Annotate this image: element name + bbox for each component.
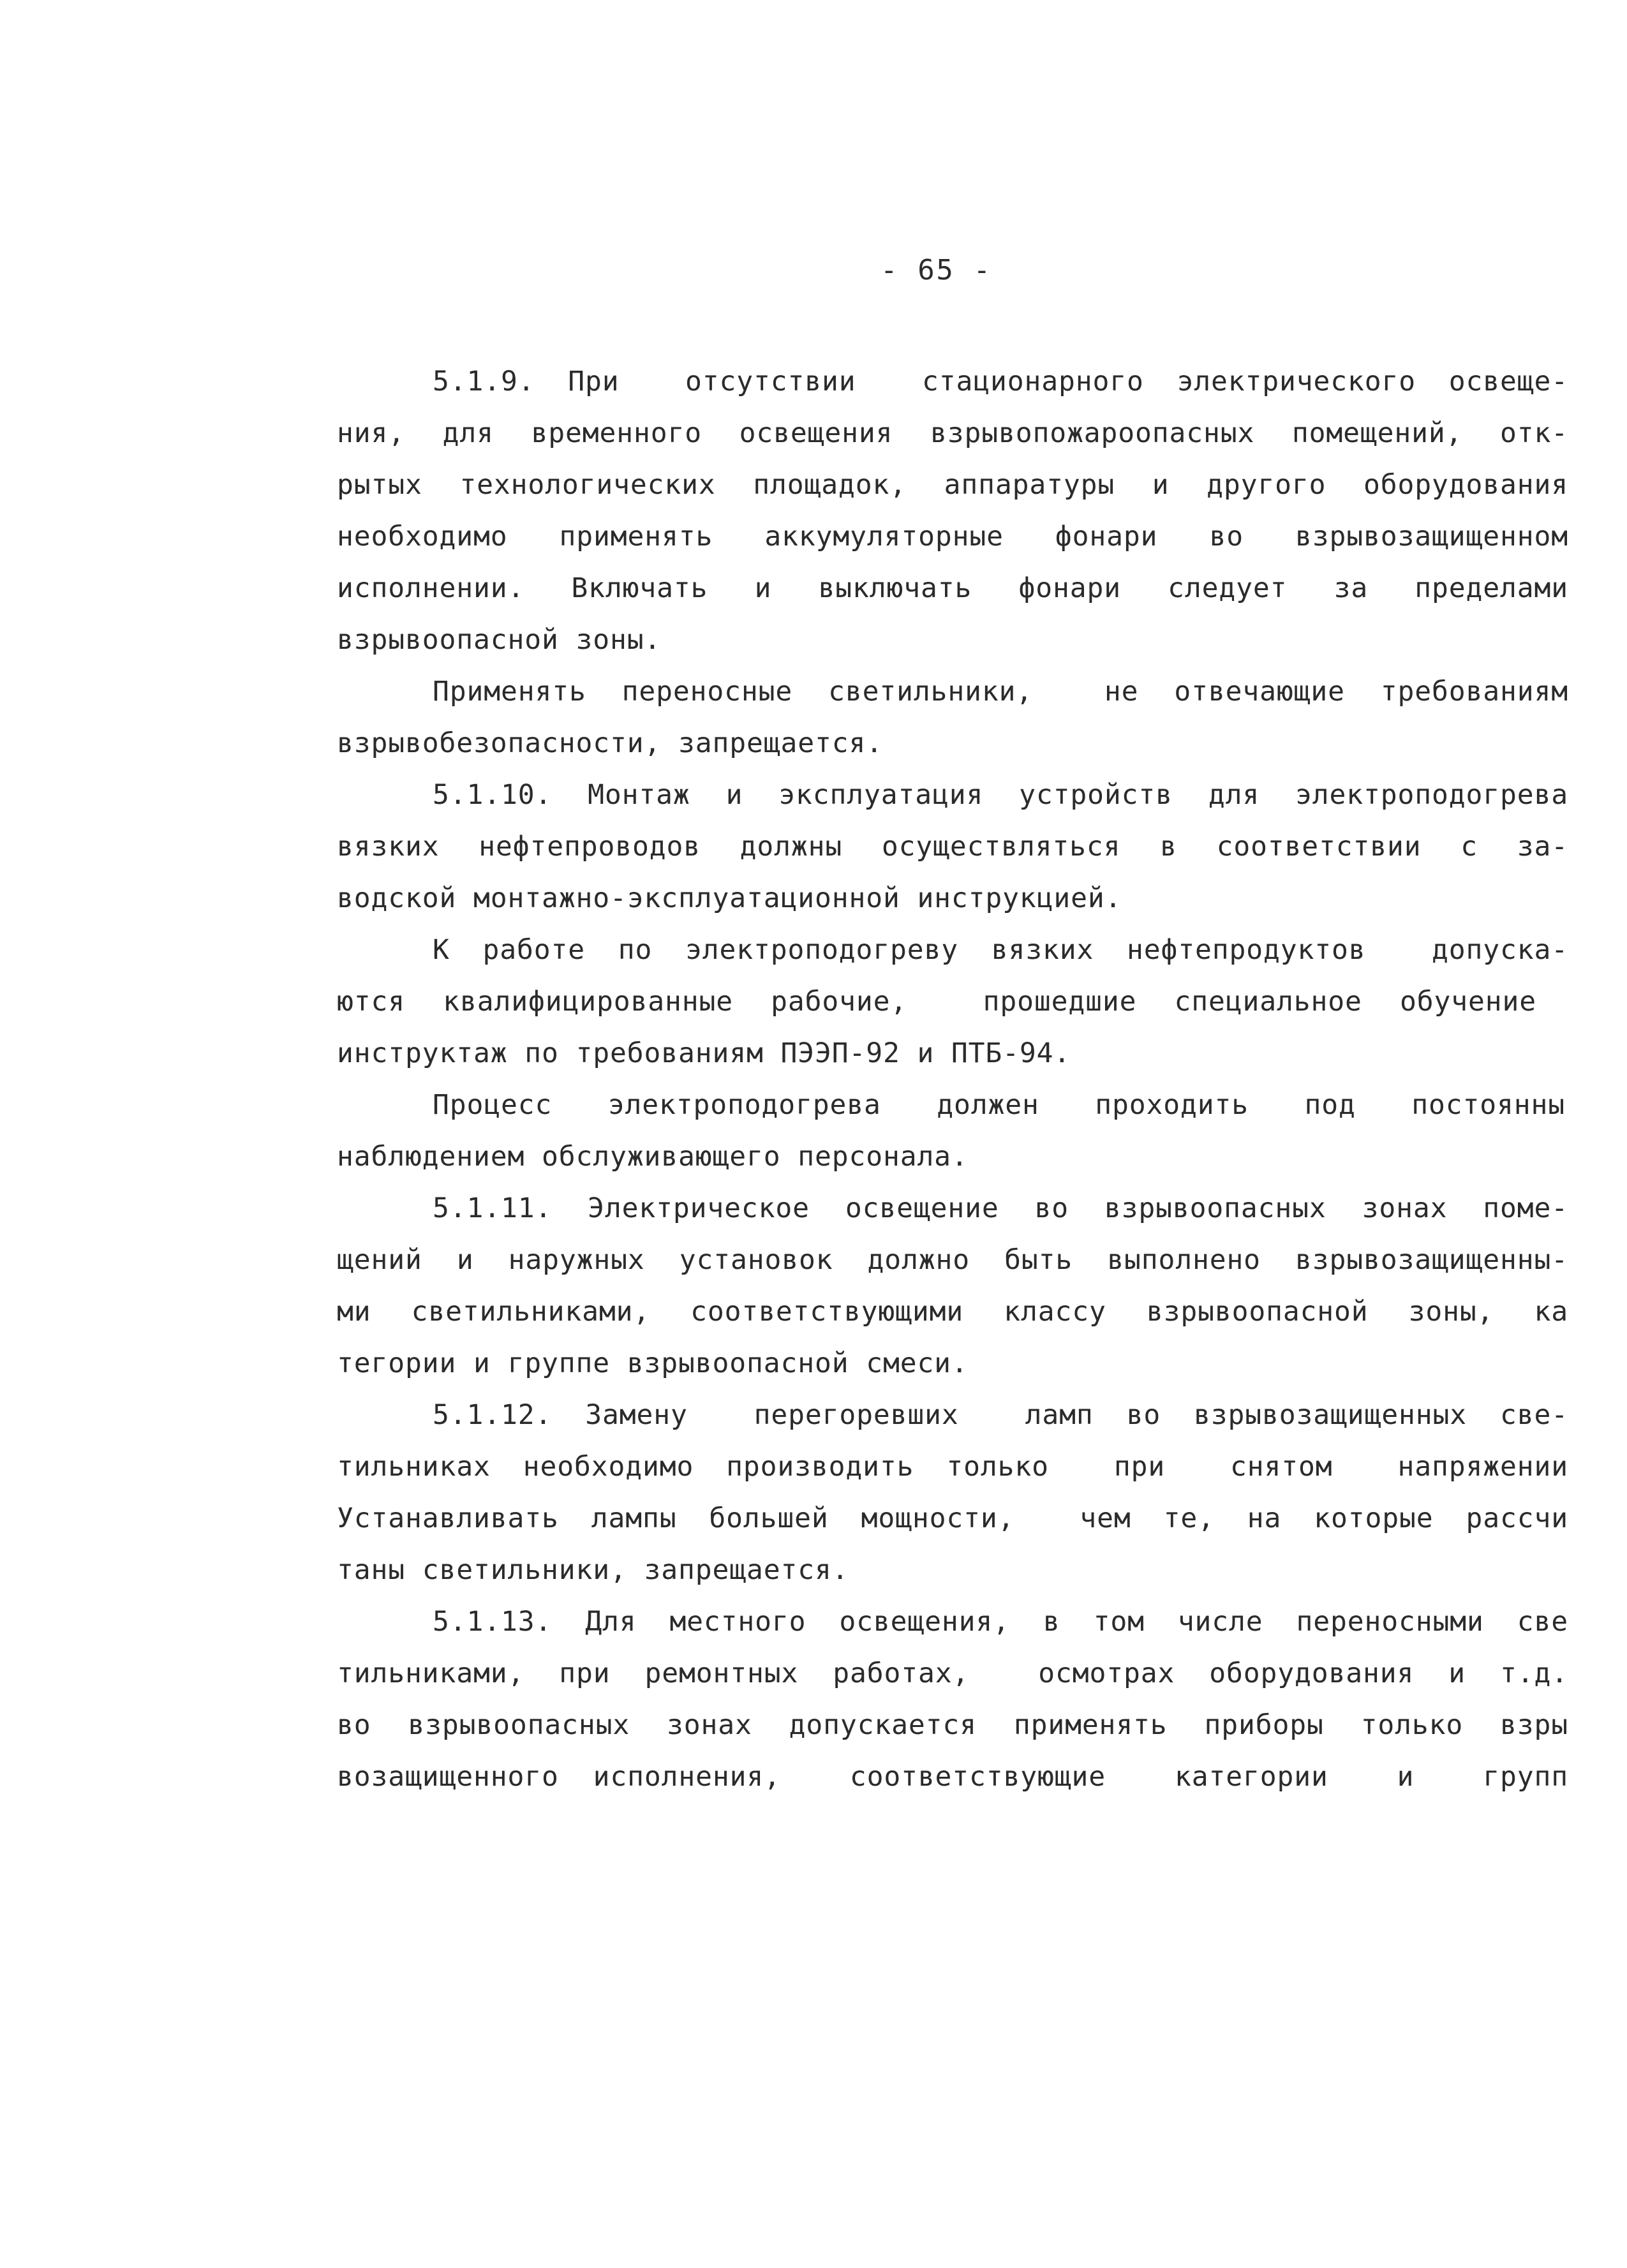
text-line: ния, для временного освещения взрывопожароопасных помещений, отк-	[337, 417, 1568, 449]
text-line: таны светильники, запрещается.	[337, 1554, 849, 1586]
text-line: Процесс электроподогрева должен проходить под постоянны	[433, 1089, 1565, 1121]
text-line: ются квалифицированные рабочие, прошедшие специальное обучение	[337, 986, 1536, 1018]
text-line: необходимо применять аккумуляторные фонари во взрывозащищенном	[337, 521, 1568, 552]
text-line: К работе по электроподогреву вязких нефтепродуктов допуска-	[433, 934, 1568, 966]
text-line: наблюдением обслуживающего персонала.	[337, 1141, 969, 1173]
text-line: взрывоопасной зоны.	[337, 624, 662, 656]
text-line: во взрывоопасных зонах допускается применять приборы только взры	[337, 1709, 1568, 1741]
text-line: 5.1.12. Замену перегоревших ламп во взрывозащищенных све-	[433, 1399, 1568, 1431]
text-line: исполнении. Включать и выключать фонари следует за пределами	[337, 572, 1568, 604]
text-line: Применять переносные светильники, не отвечающие требованиям	[433, 676, 1568, 708]
page-number: - 65 -	[880, 254, 992, 286]
text-line: тегории и группе взрывоопасной смеси.	[337, 1347, 969, 1379]
text-line: тильниками, при ремонтных работах, осмотрах оборудования и т.д.	[337, 1657, 1568, 1689]
text-line: вязких нефтепроводов должны осуществляться в соответствии с за-	[337, 831, 1568, 863]
text-line: рытых технологических площадок, аппаратуры и другого оборудования	[337, 469, 1568, 501]
text-line: водской монтажно-эксплуатационной инструкцией.	[337, 882, 1122, 914]
text-line: Устанавливать лампы большей мощности, чем те, на которые рассчи	[337, 1502, 1568, 1534]
text-line: 5.1.11. Электрическое освещение во взрывоопасных зонах поме-	[433, 1192, 1568, 1224]
text-line: 5.1.13. Для местного освещения, в том числе переносными све	[433, 1606, 1568, 1638]
text-line: щений и наружных установок должно быть выполнено взрывозащищенны-	[337, 1244, 1568, 1276]
text-line: взрывобезопасности, запрещается.	[337, 727, 883, 759]
text-line: тильниках необходимо производить только при снятом напряжении	[337, 1451, 1568, 1483]
text-line: 5.1.9. При отсутствии стационарного электрического освеще-	[433, 366, 1568, 397]
text-line: 5.1.10. Монтаж и эксплуатация устройств для электроподогрева	[433, 779, 1568, 811]
text-line: инструктаж по требованиям ПЭЭП-92 и ПТБ-94.	[337, 1037, 1071, 1069]
text-line: ми светильниками, соответствующими классу взрывоопасной зоны, ка	[337, 1296, 1568, 1328]
text-line: возащищенного исполнения, соответствующие категории и групп	[337, 1761, 1568, 1793]
